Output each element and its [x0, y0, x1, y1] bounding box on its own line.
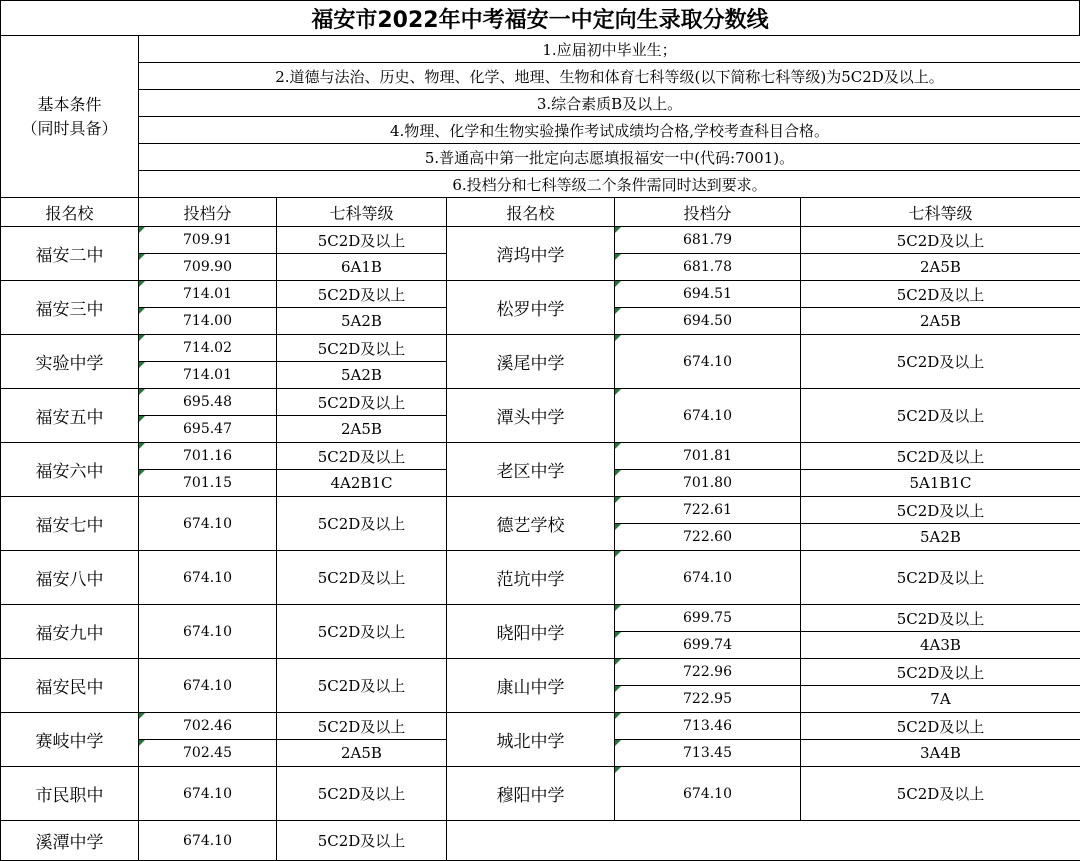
- table-row: [1, 605, 1080, 632]
- school-name: 松罗中学: [447, 281, 615, 335]
- condition-item-6: 6.投档分和七科等级二个条件需同时达到要求。: [139, 171, 1080, 198]
- score-cell: 709.91: [139, 227, 277, 254]
- table-row: [1, 389, 1080, 416]
- grade-cell: 2A5B: [277, 416, 447, 443]
- score-cell: 694.50: [615, 308, 801, 335]
- school-name: 福安民中: [1, 659, 139, 713]
- grade-cell: 5C2D及以上: [277, 227, 447, 254]
- school-name: 福安七中: [1, 497, 139, 551]
- grade-cell: 5C2D及以上: [801, 443, 1080, 470]
- grade-cell: 5C2D及以上: [801, 335, 1080, 389]
- grade-cell: 5C2D及以上: [801, 713, 1080, 740]
- table-row: [1, 497, 1080, 524]
- school-name: 潭头中学: [447, 389, 615, 443]
- condition-item-3: 3.综合素质B及以上。: [139, 90, 1080, 117]
- score-cell: 674.10: [139, 551, 277, 605]
- grade-cell: 5C2D及以上: [801, 281, 1080, 308]
- table-row: [1, 767, 1080, 794]
- score-cell: 701.15: [139, 470, 277, 497]
- grade-cell: 5C2D及以上: [277, 335, 447, 362]
- school-name: 市民职中: [1, 767, 139, 821]
- school-name: 城北中学: [447, 713, 615, 767]
- grade-cell: 2A5B: [801, 254, 1080, 281]
- grade-cell: 2A5B: [277, 740, 447, 767]
- score-cell: 722.61: [615, 497, 801, 524]
- header-school-left: 报名校: [1, 198, 139, 227]
- score-cell: 722.60: [615, 524, 801, 551]
- school-name: 福安五中: [1, 389, 139, 443]
- score-cell: 701.16: [139, 443, 277, 470]
- score-cell: 695.48: [139, 389, 277, 416]
- grade-cell: 5C2D及以上: [277, 497, 447, 551]
- table-row: [1, 281, 1080, 308]
- grade-cell: 5C2D及以上: [277, 821, 447, 861]
- school-name: 福安九中: [1, 605, 139, 659]
- condition-row: [1, 144, 1080, 171]
- grade-cell: 5C2D及以上: [801, 497, 1080, 524]
- header-score-left: 投档分: [139, 198, 277, 227]
- grade-cell: 5A2B: [801, 524, 1080, 551]
- school-name: 福安六中: [1, 443, 139, 497]
- condition-row: [1, 90, 1080, 117]
- table-row: [1, 551, 1080, 578]
- grade-cell: 5C2D及以上: [277, 281, 447, 308]
- score-cell: 674.10: [139, 605, 277, 659]
- score-cell: 674.10: [139, 767, 277, 821]
- grade-cell: 4A3B: [801, 632, 1080, 659]
- condition-item-2: 2.道德与法治、历史、物理、化学、地理、生物和体育七科等级(以下简称七科等级)为5C2D及以上。: [139, 63, 1080, 90]
- condition-item-5: 5.普通高中第一批定向志愿填报福安一中(代码:7001)。: [139, 144, 1080, 171]
- header-row: [1, 198, 1080, 227]
- header-grade-left: 七科等级: [277, 198, 447, 227]
- score-cell: 681.79: [615, 227, 801, 254]
- grade-cell: 5C2D及以上: [801, 767, 1080, 821]
- grade-cell: 5C2D及以上: [277, 443, 447, 470]
- table-row: [1, 821, 1080, 861]
- grade-cell: 2A5B: [801, 308, 1080, 335]
- score-cell: 674.10: [615, 389, 801, 443]
- score-cell: 699.74: [615, 632, 801, 659]
- school-name: 范坑中学: [447, 551, 615, 605]
- score-cell: 722.95: [615, 686, 801, 713]
- score-cell: 695.47: [139, 416, 277, 443]
- score-cell: 699.75: [615, 605, 801, 632]
- grade-cell: 5C2D及以上: [801, 659, 1080, 686]
- table-row: [1, 443, 1080, 470]
- table-body: [1, 36, 1080, 861]
- grade-cell: 5C2D及以上: [277, 713, 447, 740]
- grade-cell: 5C2D及以上: [801, 227, 1080, 254]
- school-name: 康山中学: [447, 659, 615, 713]
- conditions-label-line1: 基本条件: [37, 95, 101, 114]
- table-row: [1, 227, 1080, 254]
- school-name: 福安二中: [1, 227, 139, 281]
- empty-cell: [447, 821, 1080, 861]
- header-score-right: 投档分: [615, 198, 801, 227]
- school-name: 实验中学: [1, 335, 139, 389]
- school-name: 溪潭中学: [1, 821, 139, 861]
- score-cell: 714.01: [139, 362, 277, 389]
- score-cell: 694.51: [615, 281, 801, 308]
- condition-item-4: 4.物理、化学和生物实验操作考试成绩均合格,学校考查科目合格。: [139, 117, 1080, 144]
- school-name: 溪尾中学: [447, 335, 615, 389]
- page-title: 福安市2022年中考福安一中定向生录取分数线: [0, 0, 1080, 36]
- score-cell: 701.81: [615, 443, 801, 470]
- table-row: [1, 713, 1080, 740]
- grade-cell: 6A1B: [277, 254, 447, 281]
- grade-cell: 4A2B1C: [277, 470, 447, 497]
- school-name: 赛岐中学: [1, 713, 139, 767]
- score-cell: 681.78: [615, 254, 801, 281]
- score-cell: 674.10: [139, 821, 277, 861]
- table-row: [1, 659, 1080, 686]
- condition-row: [1, 171, 1080, 198]
- header-grade-right: 七科等级: [801, 198, 1080, 227]
- grade-cell: 5C2D及以上: [277, 605, 447, 659]
- school-name: 老区中学: [447, 443, 615, 497]
- grade-cell: 5A1B1C: [801, 470, 1080, 497]
- score-cell: 709.90: [139, 254, 277, 281]
- grade-cell: 5C2D及以上: [277, 551, 447, 605]
- school-name: 晓阳中学: [447, 605, 615, 659]
- school-name: 湾坞中学: [447, 227, 615, 281]
- school-name: 德艺学校: [447, 497, 615, 551]
- score-cell: 674.10: [615, 335, 801, 389]
- score-cell: 674.10: [139, 659, 277, 713]
- admission-score-table: [0, 35, 1080, 861]
- score-cell: 674.10: [615, 551, 801, 605]
- conditions-label-line2: （同时具备）: [21, 119, 117, 138]
- header-school-right: 报名校: [447, 198, 615, 227]
- grade-cell: 5C2D及以上: [277, 389, 447, 416]
- school-name: 穆阳中学: [447, 767, 615, 821]
- grade-cell: 3A4B: [801, 740, 1080, 767]
- grade-cell: 5C2D及以上: [801, 389, 1080, 443]
- school-name: 福安八中: [1, 551, 139, 605]
- table-row: [1, 335, 1080, 362]
- grade-cell: 7A: [801, 686, 1080, 713]
- condition-row: [1, 36, 1080, 63]
- grade-cell: 5C2D及以上: [801, 605, 1080, 632]
- condition-item-1: 1.应届初中毕业生；: [139, 36, 1080, 63]
- grade-cell: 5C2D及以上: [801, 551, 1080, 605]
- grade-cell: 5A2B: [277, 362, 447, 389]
- score-cell: 714.02: [139, 335, 277, 362]
- condition-row: [1, 117, 1080, 144]
- grade-cell: 5C2D及以上: [277, 767, 447, 821]
- score-cell: 702.46: [139, 713, 277, 740]
- score-cell: 713.46: [615, 713, 801, 740]
- score-cell: 674.10: [139, 497, 277, 551]
- score-cell: 714.00: [139, 308, 277, 335]
- condition-row: [1, 63, 1080, 90]
- school-name: 福安三中: [1, 281, 139, 335]
- score-cell: 702.45: [139, 740, 277, 767]
- score-cell: 674.10: [615, 767, 801, 821]
- grade-cell: 5C2D及以上: [277, 659, 447, 713]
- score-cell: 722.96: [615, 659, 801, 686]
- grade-cell: 5A2B: [277, 308, 447, 335]
- score-cell: 713.45: [615, 740, 801, 767]
- score-cell: 714.01: [139, 281, 277, 308]
- score-cell: 701.80: [615, 470, 801, 497]
- conditions-label: [1, 36, 139, 198]
